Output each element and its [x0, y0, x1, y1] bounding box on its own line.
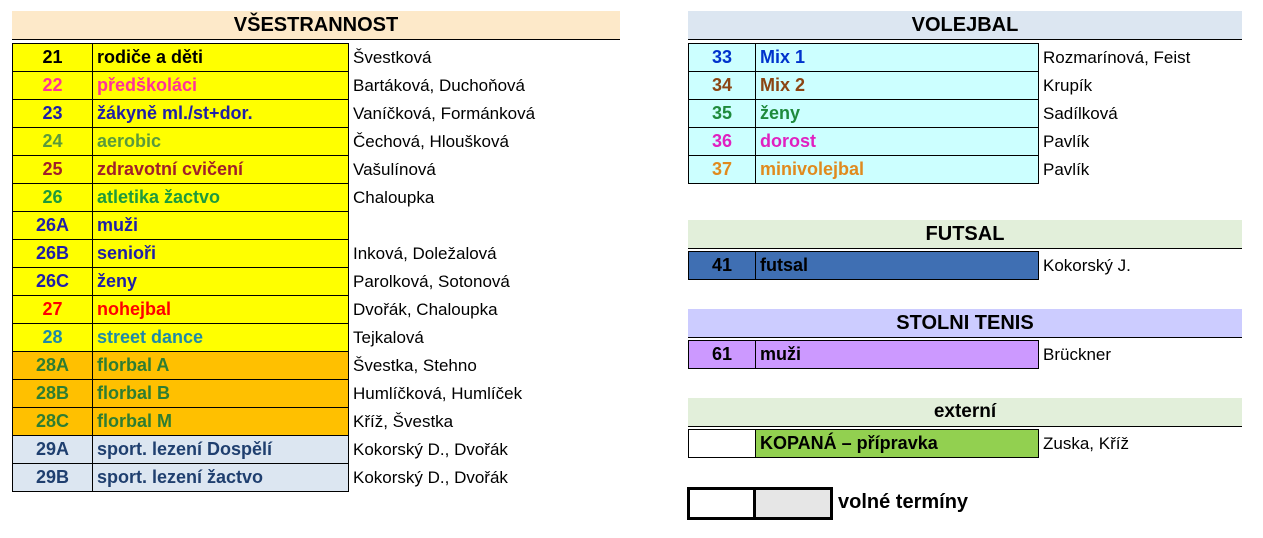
group-name: nohejbal: [93, 296, 349, 324]
group-coach: Vaníčková, Formánková: [349, 100, 621, 128]
table-row: [13, 464, 621, 492]
group-name: muži: [93, 212, 349, 240]
futsal-table: [688, 251, 1243, 280]
group-coach: Inková, Doležalová: [349, 240, 621, 268]
group-coach: Vašulínová: [349, 156, 621, 184]
group-name: street dance: [93, 324, 349, 352]
group-name: ženy: [756, 100, 1039, 128]
group-number: 41: [689, 252, 756, 280]
group-number: 36: [689, 128, 756, 156]
group-coach: Chaloupka: [349, 184, 621, 212]
group-name: předškoláci: [93, 72, 349, 100]
group-number: 28A: [13, 352, 93, 380]
group-number: 26B: [13, 240, 93, 268]
group-name: ženy: [93, 268, 349, 296]
group-coach: Brückner: [1039, 341, 1243, 369]
group-name: KOPANÁ – přípravka: [756, 430, 1039, 458]
group-name: rodiče a děti: [93, 44, 349, 72]
group-name: futsal: [756, 252, 1039, 280]
group-coach: Rozmarínová, Feist: [1039, 44, 1243, 72]
group-number: 28: [13, 324, 93, 352]
group-number: 21: [13, 44, 93, 72]
volejbal-title: VOLEJBAL: [688, 11, 1242, 40]
group-coach: Bartáková, Duchoňová: [349, 72, 621, 100]
group-number: 61: [689, 341, 756, 369]
group-name: senioři: [93, 240, 349, 268]
group-number: 37: [689, 156, 756, 184]
table-row: [13, 380, 621, 408]
group-coach: Pavlík: [1039, 156, 1243, 184]
group-name: žákyně ml./st+dor.: [93, 100, 349, 128]
group-number: 24: [13, 128, 93, 156]
table-row: [689, 128, 1243, 156]
group-number: 22: [13, 72, 93, 100]
group-number: 29B: [13, 464, 93, 492]
externi-title: externí: [688, 398, 1242, 427]
table-row: [13, 436, 621, 464]
group-coach: Zuska, Kříž: [1039, 430, 1243, 458]
group-name: aerobic: [93, 128, 349, 156]
table-row: [13, 212, 621, 240]
volejbal-table: [688, 43, 1243, 184]
table-row: [13, 156, 621, 184]
table-row: [13, 100, 621, 128]
group-number: 27: [13, 296, 93, 324]
group-coach: Humlíčková, Humlíček: [349, 380, 621, 408]
stolni-tenis-table: [688, 340, 1243, 369]
legend-label: volné termíny: [838, 491, 969, 513]
group-coach: Pavlík: [1039, 128, 1243, 156]
group-coach: Kříž, Švestka: [349, 408, 621, 436]
group-number: [689, 430, 756, 458]
group-name: minivolejbal: [756, 156, 1039, 184]
group-name: sport. lezení Dospělí: [93, 436, 349, 464]
table-row: [13, 268, 621, 296]
group-number: 28C: [13, 408, 93, 436]
table-row: [13, 184, 621, 212]
table-row: [13, 128, 621, 156]
group-coach: Švestka, Stehno: [349, 352, 621, 380]
group-name: sport. lezení žactvo: [93, 464, 349, 492]
group-coach: Švestková: [349, 44, 621, 72]
group-number: 33: [689, 44, 756, 72]
group-number: 25: [13, 156, 93, 184]
table-row: [13, 408, 621, 436]
group-coach: Kokorský D., Dvořák: [349, 436, 621, 464]
group-number: 28B: [13, 380, 93, 408]
group-name: zdravotní cvičení: [93, 156, 349, 184]
group-name: dorost: [756, 128, 1039, 156]
group-coach: Tejkalová: [349, 324, 621, 352]
futsal-title: FUTSAL: [688, 220, 1242, 249]
group-name: atletika žactvo: [93, 184, 349, 212]
table-row: [689, 72, 1243, 100]
group-number: 35: [689, 100, 756, 128]
group-number: 23: [13, 100, 93, 128]
group-number: 29A: [13, 436, 93, 464]
group-coach: Krupík: [1039, 72, 1243, 100]
table-row: [13, 352, 621, 380]
externi-table: [688, 429, 1243, 458]
table-row: [13, 296, 621, 324]
table-row: [13, 240, 621, 268]
group-coach: Sadílková: [1039, 100, 1243, 128]
vsestrannost-title: VŠESTRANNOST: [12, 11, 620, 40]
legend-white-box: [687, 487, 756, 520]
table-row: [13, 324, 621, 352]
group-name: Mix 2: [756, 72, 1039, 100]
table-row: [13, 72, 621, 100]
group-name: florbal B: [93, 380, 349, 408]
table-row: [689, 156, 1243, 184]
group-coach: Parolková, Sotonová: [349, 268, 621, 296]
group-number: 34: [689, 72, 756, 100]
table-row: [689, 430, 1243, 458]
group-name: Mix 1: [756, 44, 1039, 72]
legend-gray-box: [753, 487, 833, 520]
table-row: [689, 44, 1243, 72]
group-number: 26: [13, 184, 93, 212]
group-number: 26A: [13, 212, 93, 240]
group-coach: [349, 212, 621, 240]
group-coach: Kokorský D., Dvořák: [349, 464, 621, 492]
group-name: muži: [756, 341, 1039, 369]
table-row: [13, 44, 621, 72]
group-coach: Čechová, Hloušková: [349, 128, 621, 156]
vsestrannost-table: [12, 43, 621, 492]
group-name: florbal M: [93, 408, 349, 436]
table-row: [689, 341, 1243, 369]
group-coach: Dvořák, Chaloupka: [349, 296, 621, 324]
group-number: 26C: [13, 268, 93, 296]
group-name: florbal A: [93, 352, 349, 380]
stolni-tenis-title: STOLNI TENIS: [688, 309, 1242, 338]
group-coach: Kokorský J.: [1039, 252, 1243, 280]
table-row: [689, 100, 1243, 128]
table-row: [689, 252, 1243, 280]
